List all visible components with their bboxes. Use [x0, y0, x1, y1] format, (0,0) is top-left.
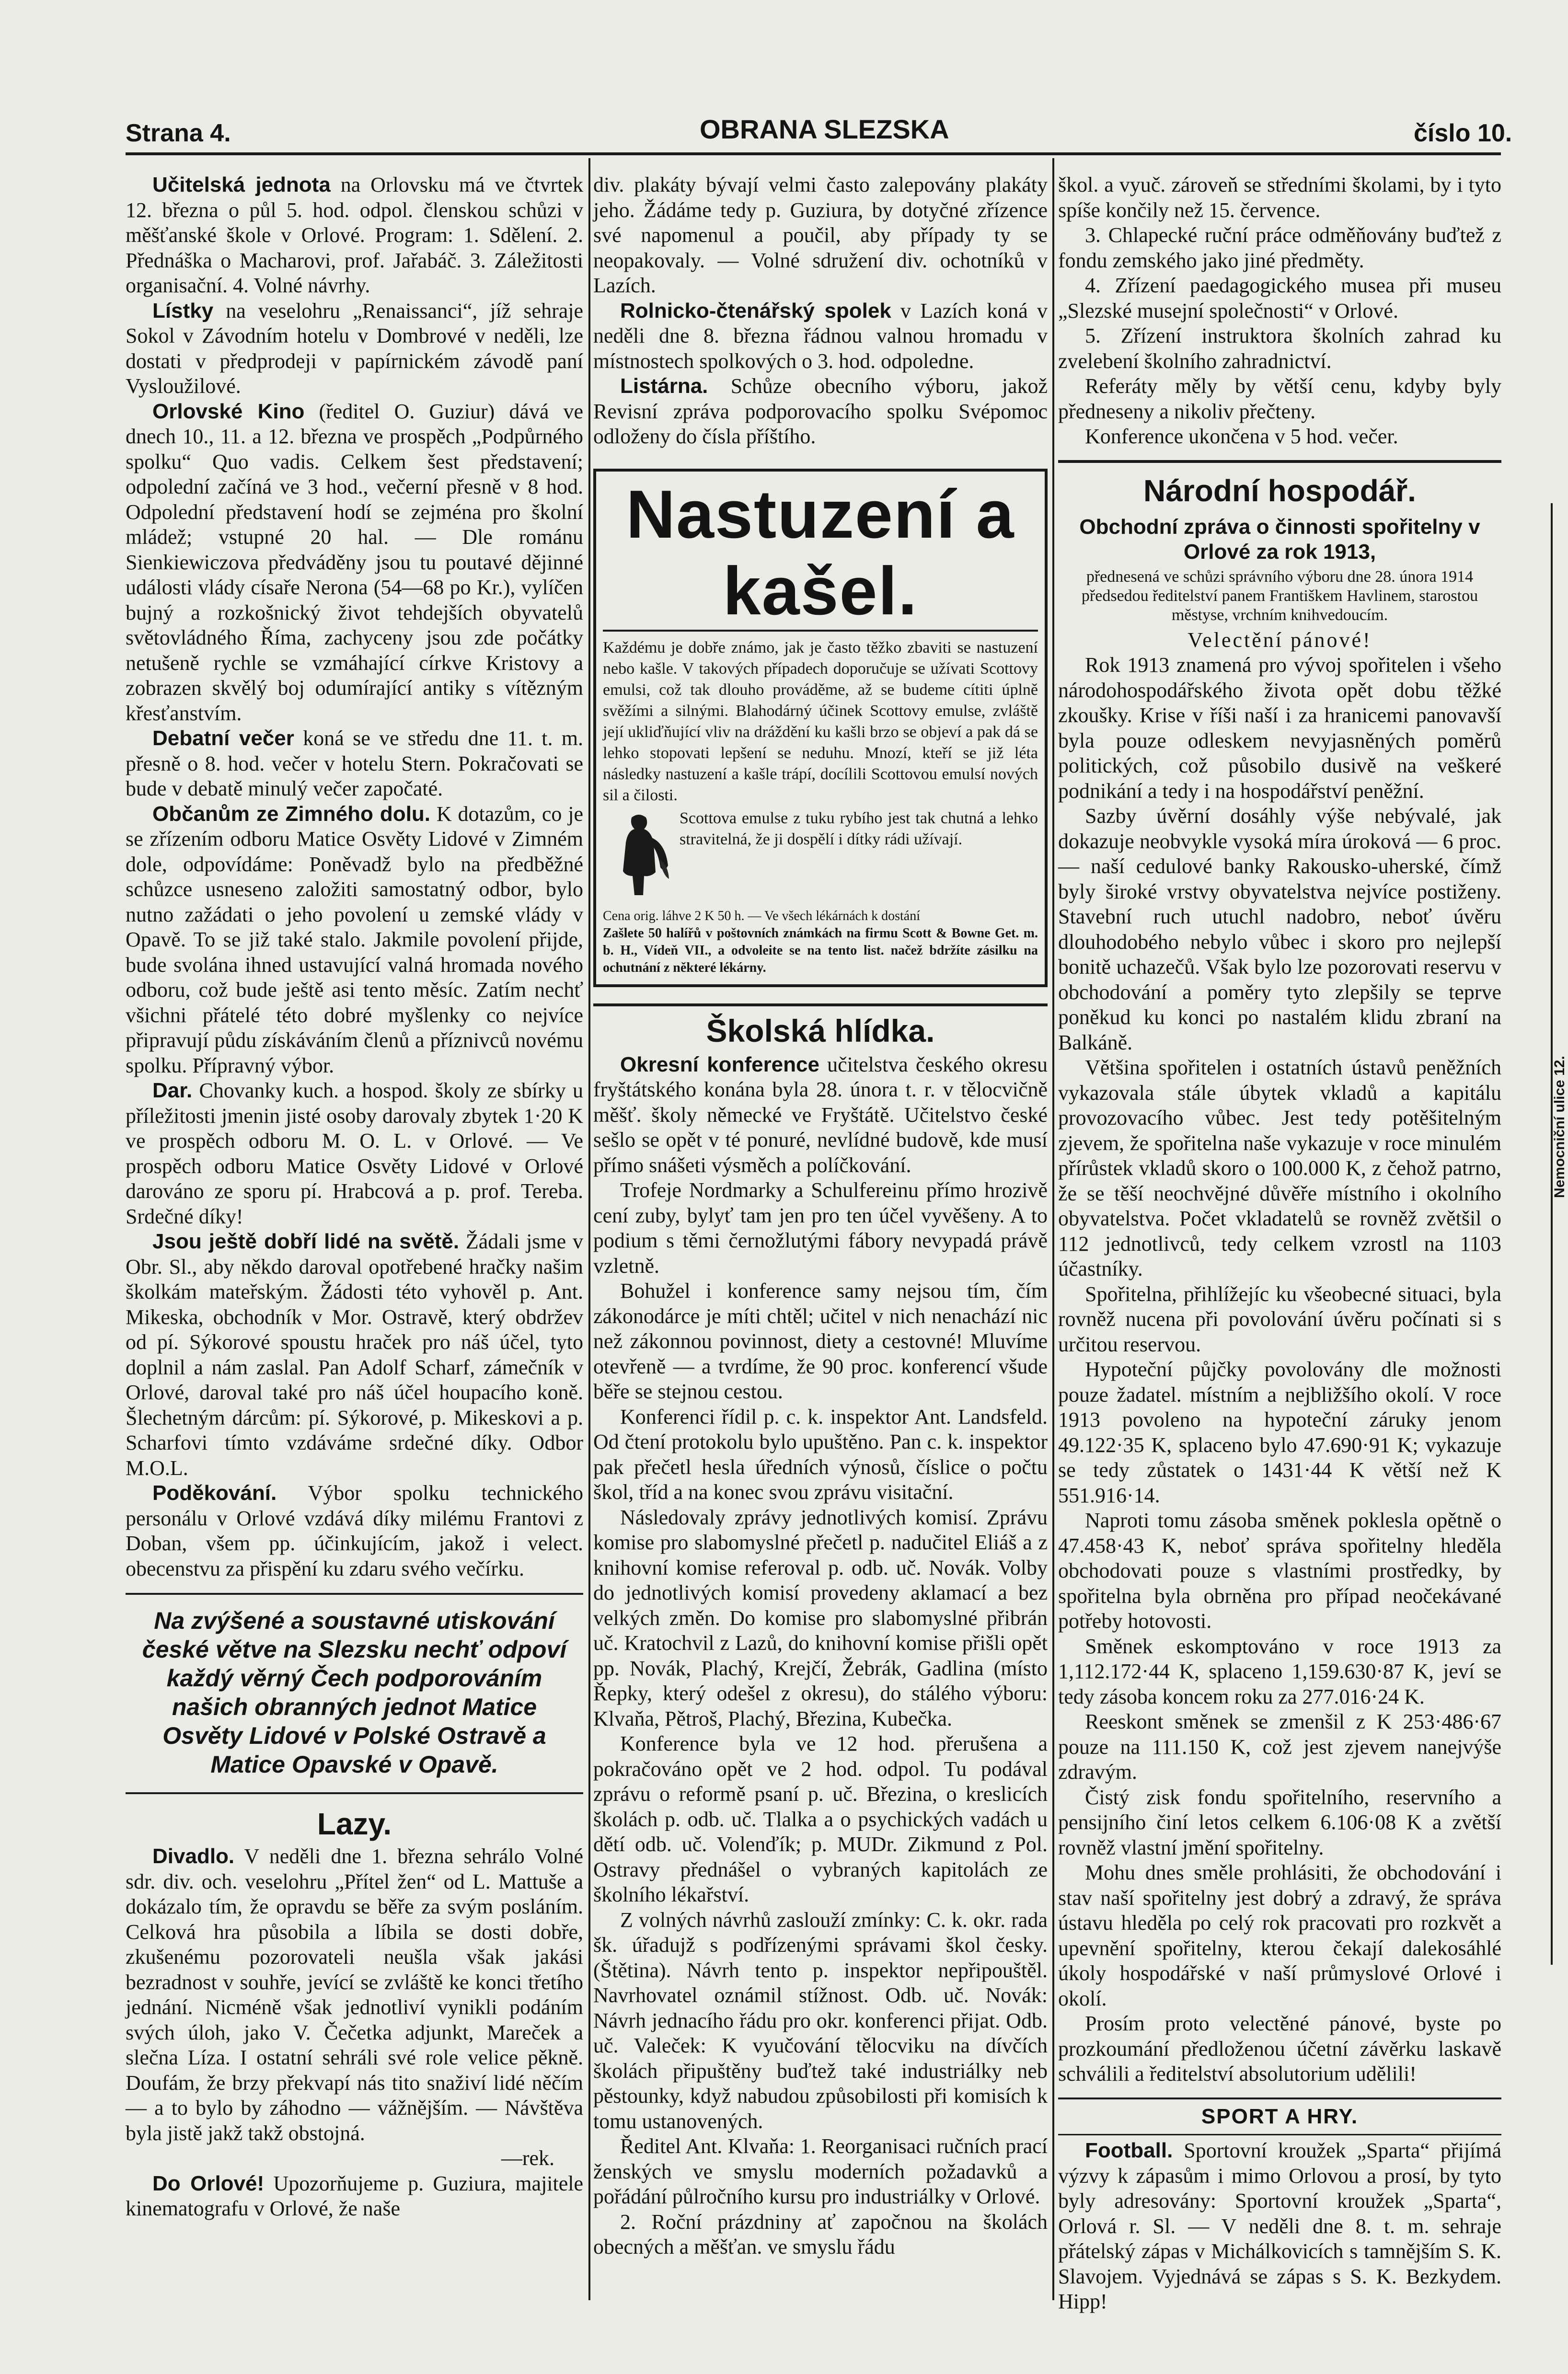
- adjacent-ad-text: Nemocniční ulice 12.: [1552, 1056, 1568, 1198]
- article-body: Chovanky kuch. a hospod. školy ze sbírky u příležitosti jmenin jisté osoby darovaly zbytek 1·20 K ve prospěch odboru M. O. L. v Orlové. — Ve prospěch odboru Matice Osvěty Lidové v Orlové darováno ze sporu pí. Hrabcová a p. prof. Tereba. Srdečné díky!: [126, 1079, 583, 1228]
- column-divider-2: [1052, 158, 1054, 2300]
- lead: Učitelská jednota: [152, 173, 331, 196]
- article-body: koná se ve středu dne 11. t. m. přesně o 8. hod. večer v hotelu Stern. Pokračovati se bude v debatě minulý večer započaté.: [126, 726, 584, 800]
- article-dar: [126, 1078, 583, 1229]
- article-body: (ředitel O. Guziur) dává ve dnech 10., 11. a 12. března ve prospěch „Podpůrného spolku“ Quo vadis. Celkem šest představení; odpolední začíná ve 3 hod., večerní přesně v 8 hod. Odpolední představení hodí se zejména pro školní mládež; vstupné 20 hal. — Dle románu Sienkiewiczova předváděny jsou tu poutavé dějinné události vlády císaře Nerona (54—68 po Kr.), vylíčen bujný a rozkošnický život tehdejších obyvatelů světovládného Říma, zachyceny jsou zde počátky netušeně rychle se vzmáhající církve Kristovy a zobrazen skvělý boj odumírající antiky s vítězným křesťanstvím.: [126, 399, 584, 725]
- signature: —rek.: [501, 2146, 554, 2170]
- paragraph: Z volných návrhů zaslouží zmínky: C. k. okr. rada šk. úřadujž s podřízenými správami škol česky. (Štětina). Návrh tento p. inspektor nepřipouštěl. Navrhovatel oznámil stížnost. Odb. uč. Novák: Návrh jednacího řádu pro okr. konferenci přijat. Odb. uč. Valeček: K vyučování tělocviku na dívčích školách připuštěny buďtež také industriálky neb pěstounky, když nabudou způsobilosti při komisích k tomu ustanovených.: [593, 1908, 1048, 2133]
- section-rule: [593, 1003, 1048, 1006]
- section-rule: [1058, 2134, 1501, 2135]
- adjacent-ad-border: [1551, 503, 1568, 1965]
- lead: Rolnicko-čtenářský spolek: [620, 299, 891, 323]
- article-body: K dotazům, co je se zřízením odboru Matice Osvěty Lidové v Zimném dole, odpovídáme: Poněvadž bylo na předběžné schůzce usneseno založiti samostatný odbor, bylo nutno zažádati o jeho povolení u zemské vlády v Opavě. To se již také stalo. Jakmile povolení přijde, bude svolána ihned ustavující valná hromada nového odboru, což bude ještě asi tento měsíc. Zatím nechť všichni přátelé této dobré myšlenky co nejvíce připravují půdu získáváním členů a příznivců novému spolku. Přípravný výbor.: [126, 802, 583, 1077]
- lead: Football.: [1085, 2139, 1173, 2162]
- article-divadlo: [126, 1844, 583, 2146]
- paragraph: Hypoteční půjčky povolovány dle možnosti pouze žadatel. místním a nejbližšího okolí. V roce 1913 povoleno na hypoteční záruky jenom 49.122·35 K, splaceno bylo 47.690·91 K; vykazuje se tedy zůstatek o 1431·44 K větší než K 551.916·14.: [1058, 1358, 1501, 1507]
- article-okresni-konference: [593, 1052, 1048, 1178]
- paragraph: Konference ukončena v 5 hod. večer.: [1085, 425, 1398, 448]
- paragraph: Referáty měly by větší cenu, kdyby byly předneseny a nikoliv přečteny.: [1058, 374, 1501, 423]
- article-plakaty: div. plakáty bývají velmi často zalepovány plakáty jeho. Žádáme tedy p. Guziura, by dotyčné zřízence své napomenul a poučil, aby případy ty se neopakovaly. — Volné sdružení div. ochotníků v Lazích.: [593, 173, 1048, 297]
- report-subtitle: přednesená ve schůzi správního výboru dne 28. února 1914 předsedou ředitelství panem Františkem Havlinem, starostou městyse, vrchním knihvedoucím.: [1081, 567, 1478, 624]
- lead: Okresní konference: [620, 1052, 819, 1076]
- paragraph: Rok 1913 znamená pro vývoj spořitelen i všeho národohospodářského života opět dobu těžké zkoušky. Krise v říši naší i za hranicemi panovavší byla pouze odleskem nevyjasněných poměrů politických, což působilo dusivě na veškeré podnikání a tedy i na hospodářství peněžní.: [1058, 653, 1501, 803]
- paragraph: Sazby úvěrní dosáhly výše nebývalé, jak dokazuje neobvykle vysoká míra úroková — 6 proc. — naší cedulové banky Rakousko-uherské, čímž byly široké vrstvy obyvatelstva nejvíce postiženy. Stavební ruch utuchl nadobro, neboť úvěru dlouhodobého nebylo vůbec i skoro pro nejlepší bonitě uchazečů. Však bylo lze pozorovati reservu v obchodování a poměry tyto zlepšily se teprve poněkud ku konci po nastalém klidu zbraní na Balkáně.: [1058, 804, 1501, 1054]
- article-kino: [126, 399, 583, 726]
- column-1: [126, 173, 583, 2222]
- ad-figure-row: [603, 808, 1038, 904]
- lazy-heading: Lazy.: [317, 1807, 392, 1841]
- article-zimny-dul: [126, 802, 583, 1079]
- paragraph: 3. Chlapecké ruční práce odměňovány buďtež z fondu zemského jako jiné předměty.: [1058, 223, 1501, 272]
- paragraph: Konference byla ve 12 hod. přerušena a pokračováno opět ve 2 hod. odpol. Tu podával zprávu o reformě psaní p. uč. Březina, o kreslicích školách p. odb. uč. Tlalka a o psychických vadách u dětí odb. uč. Volenďík; p. MUDr. Zikmund z Pol. Ostravy přednášel o vybraných kapitolách ze školního lékařství.: [593, 1732, 1048, 1906]
- header-rule: [126, 152, 1501, 155]
- column-divider-1: [588, 158, 590, 2300]
- article-listarna: [593, 374, 1048, 449]
- article-body: Sportovní kroužek „Sparta“ přijímá výzvy k zápasům i mimo Orlovou a prosí, by tyto byly adresovány: Sportovní kroužek „Sparta“, Orlová r. Sl. — V neděli dne 8. t. m. sehraje přátelský zápas v Michálkovicích s tamnějším S. K. Slavojem. Vyjednává se zápas s S. K. Bezkydem. Hipp!: [1058, 2139, 1502, 2313]
- paragraph: Naproti tomu zásoba směnek poklesla opětně o 47.458·43 K, neboť správa spořitelny hleděla obchodovati pouze s vlastními prostředky, by spořitelna byla obrněna pro případ neočekávané potřeby hotovosti.: [1058, 1509, 1501, 1633]
- matice-callout: Na zvýšené a soustavné utiskování české větve na Slezsku nechť odpoví každý věrný Čech podporováním našich obranných jednot Matice Osvěty Lidové v Polské Ostravě a Matice Opavské v Opavě.: [142, 1607, 567, 1778]
- report-title: Obchodní zpráva o činnosti spořitelny v Orlové za rok 1913,: [1079, 515, 1480, 564]
- section-rule: [1058, 460, 1501, 463]
- lead: Lístky: [152, 299, 214, 323]
- narodni-hospodar-heading: Národní hospodář.: [1143, 473, 1416, 508]
- paragraph: Trofeje Nordmarky a Schulfereinu přímo hrozivě cení zuby, bylyť tam jen pro ten účel vyvěšeny. A to podium s těmi černožlutými fábory nevypadá právě vzletně.: [593, 1178, 1048, 1278]
- lead: Debatní večer: [152, 726, 294, 750]
- article-body: Upozorňujeme p. Guziura, majitele kinematografu v Orlové, že naše: [126, 2171, 584, 2220]
- column-3: [1058, 173, 1501, 2315]
- lead: Poděkování.: [152, 1481, 277, 1505]
- ad-text-1: Každému je dobře známo, jak je často těžko zbaviti se nastuzení nebo kašle. V takových případech doporučuje se užívati Scottovy emulsi, což tak dlouho prováděme, až se budeme cítiti úplně svěžími a silnými. Blahodárný účinek Scottovy emulse, zvláště její ukliďňující vliv na dráždění ku kašli brzo se objeví a pak dá se lehko stopovati lepšení se neduhu. Mnozí, kteří se již léta následky nastuzení a kašle trápí, docílili Scottovou emulsí nových sil a čilosti.: [603, 638, 1038, 804]
- paragraph: Následovaly zprávy jednotlivých komisí. Zprávu komise pro slabomyslné přečetl p. nadučitel Eliáš a z knihovní komise referoval p. odb. uč. Novák. Volby do jednotlivých komisí provedeny aklamací a bez velkých změn. Do komise pro slabomyslné přibrán uč. Kratochvil z Lazů, do knihovní komise přišli opět pp. Novák, Plachý, Krejčí, Žebrák, Gadlina (místo Řepky, který odešel z okresu), do stálého výboru: Klvaňa, Pětroš, Plachý, Březina, Kubečka.: [593, 1505, 1048, 1730]
- paragraph: 4. Zřízení paedagogického musea při museu „Slezské musejní společnosti“ v Orlové.: [1058, 274, 1501, 323]
- paragraph: Mohu dnes směle prohlásiti, že obchodování i stav naší spořitelny jest dobrý a zdravý, že správa ústavu hleděla po celý rok pracovati pro rozkvět a upevnění spořitelny, kterou čekají dalekosáhlé úkoly hospodářské v naší průmyslové Orlové i okolí.: [1058, 1861, 1501, 2010]
- paragraph: 2. Roční prázdniny ať započnou na školách obecných a měšťan. ve smyslu řádu: [593, 2210, 1048, 2259]
- section-rule: [1058, 2097, 1501, 2099]
- article-listky: [126, 299, 583, 399]
- paragraph: Reeskont směnek se zmenšil z K 253·486·67 pouze na 111.150 K, což jest zjevem nanejvýše zdravým.: [1058, 1710, 1501, 1784]
- ad-headline: Nastuzení a kašel.: [603, 476, 1038, 632]
- newspaper-title: OBRANA SLEZSKA: [700, 114, 949, 144]
- paragraph: škol. a vyuč. zároveň se středními školami, by i tyto spíše končily než 15. července.: [1058, 173, 1501, 222]
- page-number: Strana 4.: [126, 119, 231, 147]
- article-body: Výbor spolku technického personálu v Orlové vzdává díky milému Frantovi z Doban, všem pp. účinkujícím, jakož i velect. obecenstvu za přispění ku zdaru svého večírku.: [126, 1481, 583, 1580]
- paragraph: Konferenci řídil p. c. k. inspektor Ant. Landsfeld. Od čtení protokolu bylo upuštěno. Pan c. k. inspektor pak přečetl hesla úředních výnosů, číslice o počtu škol, tříd a na konec svou zprávu visitační.: [593, 1405, 1048, 1504]
- sport-heading: SPORT A HRY.: [1201, 2104, 1359, 2128]
- paragraph: Většina spořitelen i ostatních ústavů peněžních vykazovala stále úbytek vkladů a kapitálu provozovacího vůbec. Jest tedy potěšitelným zjevem, že spořitelna naše vykazuje v roce minulém přírůstek vkladů skoro o 100.000 K, z čehož patrno, že se těší neochvějné důvěře místního i okolního obyvatelstva. Počet vkladatelů se rovněž zvětšil o 112 jednotlivců, tedy celkem vzrostl na 1103 účastníky.: [1058, 1056, 1501, 1280]
- lead: Občanům ze Zimného dolu.: [152, 802, 431, 826]
- lead: Orlovské Kino: [152, 399, 305, 423]
- article-body: učitelstva českého okresu fryštátského konána byla 28. února t. r. v tělocvičně měšť. školy německé ve Fryštátě. Učitelstvo české sešlo se opět v té ponuré, nevlídné budově, kde musí přímo snášeti výsměch a políčkování.: [593, 1052, 1048, 1177]
- article-dobri-lide: [126, 1229, 583, 1481]
- ad-price: Cena orig. láhve 2 K 50 h. — Ve všech lékárnách k dostání: [603, 908, 920, 923]
- ad-order: Zašlete 50 halířů v poštovních známkách na firmu Scott & Bowne Get. m. b. H., Vídeň VII., a odvoleite se na tento list. načež bdržíte zásilku na ochutnání z některé lékárny.: [603, 925, 1038, 975]
- article-debatni-vecer: [126, 726, 583, 802]
- fisherman-with-fish-icon: [603, 808, 675, 904]
- salutation: Velectění pánové!: [1188, 628, 1372, 652]
- article-body: V neděli dne 1. března sehrálo Volné sdr. div. och. veselohru „Přítel žen“ od L. Mattuše a dokázalo tím, že opravdu se běře za svým posláním. Celková hra působila a líbila se dosti dobře, zkušenému pozorovateli neušla však jakási bezradnost v souhře, jevící se zvláště ke konci třetího jednání. Nicméně však jednotliví vynikli podáním svých úloh, jako V. Čečetka adjunkt, Mareček a slečna Líza. I ostatní sehráli své role velice pěkně. Doufám, že brzy překvapí nás tito snaživí lidé něčím — a to bylo by záhodno — vážnějším. — Návštěva byla jistě jakž takž obstojná.: [126, 1844, 583, 2145]
- article-do-orlove: [126, 2171, 583, 2222]
- paragraph: Ředitel Ant. Klvaňa: 1. Reorganisaci ručních prací ženských ve smyslu moderních požadavků a pořádání půlročního kursu pro industriálky v Orlové.: [593, 2134, 1048, 2208]
- article-football: [1058, 2138, 1501, 2315]
- article-body: Žádali jsme v Obr. Sl., aby někdo daroval opotřebené hračky našim školkám mateřským. Žádosti této vyhověl p. Ant. Mikeska, obchodník v Mor. Ostravě, který obdržev od pí. Sýkorové spoustu hraček pro náš účel, tyto doplnil a nám zaslal. Pan Adolf Scharf, zámečník v Orlové, daroval také pro náš účel houpacího koně. Šlechetným dárcům: pí. Sýkorové, p. Mikeskovi a p. Scharfovi tímto vzdáváme srdečné díky. Odbor M.O.L.: [126, 1230, 583, 1480]
- column-2: [593, 173, 1048, 2260]
- article-body: v Lazích koná v neděli dne 8. března řádnou valnou hromadu v místnostech spolkových o 3. hod. odpoledne.: [593, 299, 1048, 373]
- article-ucitelska-jednota: [126, 173, 583, 299]
- article-body: na Orlovsku má ve čtvrtek 12. března o půl 5. hod. odpol. členskou schůzi v měšťanské škole v Orlové. Program: 1. Sdělení. 2. Přednáška o Macharovi, prof. Jařabáč. 3. Záležitosti organisační. 4. Volné návrhy.: [126, 173, 583, 297]
- paragraph: Směnek eskomptováno v roce 1913 za 1,112.172·44 K, splaceno 1,159.630·87 K, jeví se tedy zásoba koncem roku za 277.016·24 K.: [1058, 1634, 1501, 1708]
- article-podekovani: [126, 1481, 583, 1581]
- paragraph: Bohužel i konference samy nejsou tím, čím zákonodárce je míti chtěl; učitel v nich nenachází nic než zákonnou povinnost, diety a cestovné! Mluvíme otevřeně — a tvrdíme, že 90 proc. konferencí všude běře se stejnou cestou.: [593, 1279, 1048, 1403]
- paragraph: 5. Zřízení instruktora školních zahrad ku zvelebení školního zahradnictví.: [1058, 324, 1501, 373]
- paragraph: Prosím proto velectěné pánové, byste po prozkoumání předloženou účetní závěrku laskavě schválili a ředitelství absolutorium udělili!: [1058, 2012, 1501, 2086]
- article-body: na veselohru „Renaissanci“, jíž sehraje Sokol v Závodním hotelu v Dombrové v neděli, lze dostati v předprodeji v papírnickém závodě paní Vysloužilové.: [126, 299, 584, 398]
- paragraph: Čistý zisk fondu spořitelního, reservního a pensijního činí letos celkem 6.106·08 K a zvětší rovněž vlastní jmění spořitelny.: [1058, 1785, 1501, 1859]
- lead: Dar.: [152, 1079, 193, 1102]
- article-rolnicko-ctenarsky: [593, 299, 1048, 374]
- section-rule: [126, 1792, 583, 1794]
- paragraph: Spořitelna, přihlížejíc ku všeobecné situaci, byla rovněž nucena při povolování úvěru počínati si s určitou reservou.: [1058, 1282, 1501, 1356]
- issue-number: číslo 10.: [1414, 119, 1512, 147]
- skolska-hlidka-heading: Školská hlídka.: [706, 1013, 935, 1049]
- ad-text-2: Scottova emulse z tuku rybího jest tak chutná a lehko stravitelná, že ji dospělí i dítky rádi užívají.: [680, 809, 1038, 848]
- article-body: Schůze obecního výboru, jakož Revisní zpráva podporovacího spolku Svépomoc odloženy do čísla příštího.: [593, 374, 1048, 448]
- lead: Divadlo.: [152, 1844, 235, 1868]
- scott-emulsion-ad: [593, 469, 1048, 987]
- lead: Listárna.: [620, 374, 708, 398]
- lead: Do Orlové!: [152, 2171, 265, 2195]
- section-rule: [126, 1593, 583, 1595]
- lead: Jsou ještě dobří lidé na světě.: [152, 1230, 460, 1253]
